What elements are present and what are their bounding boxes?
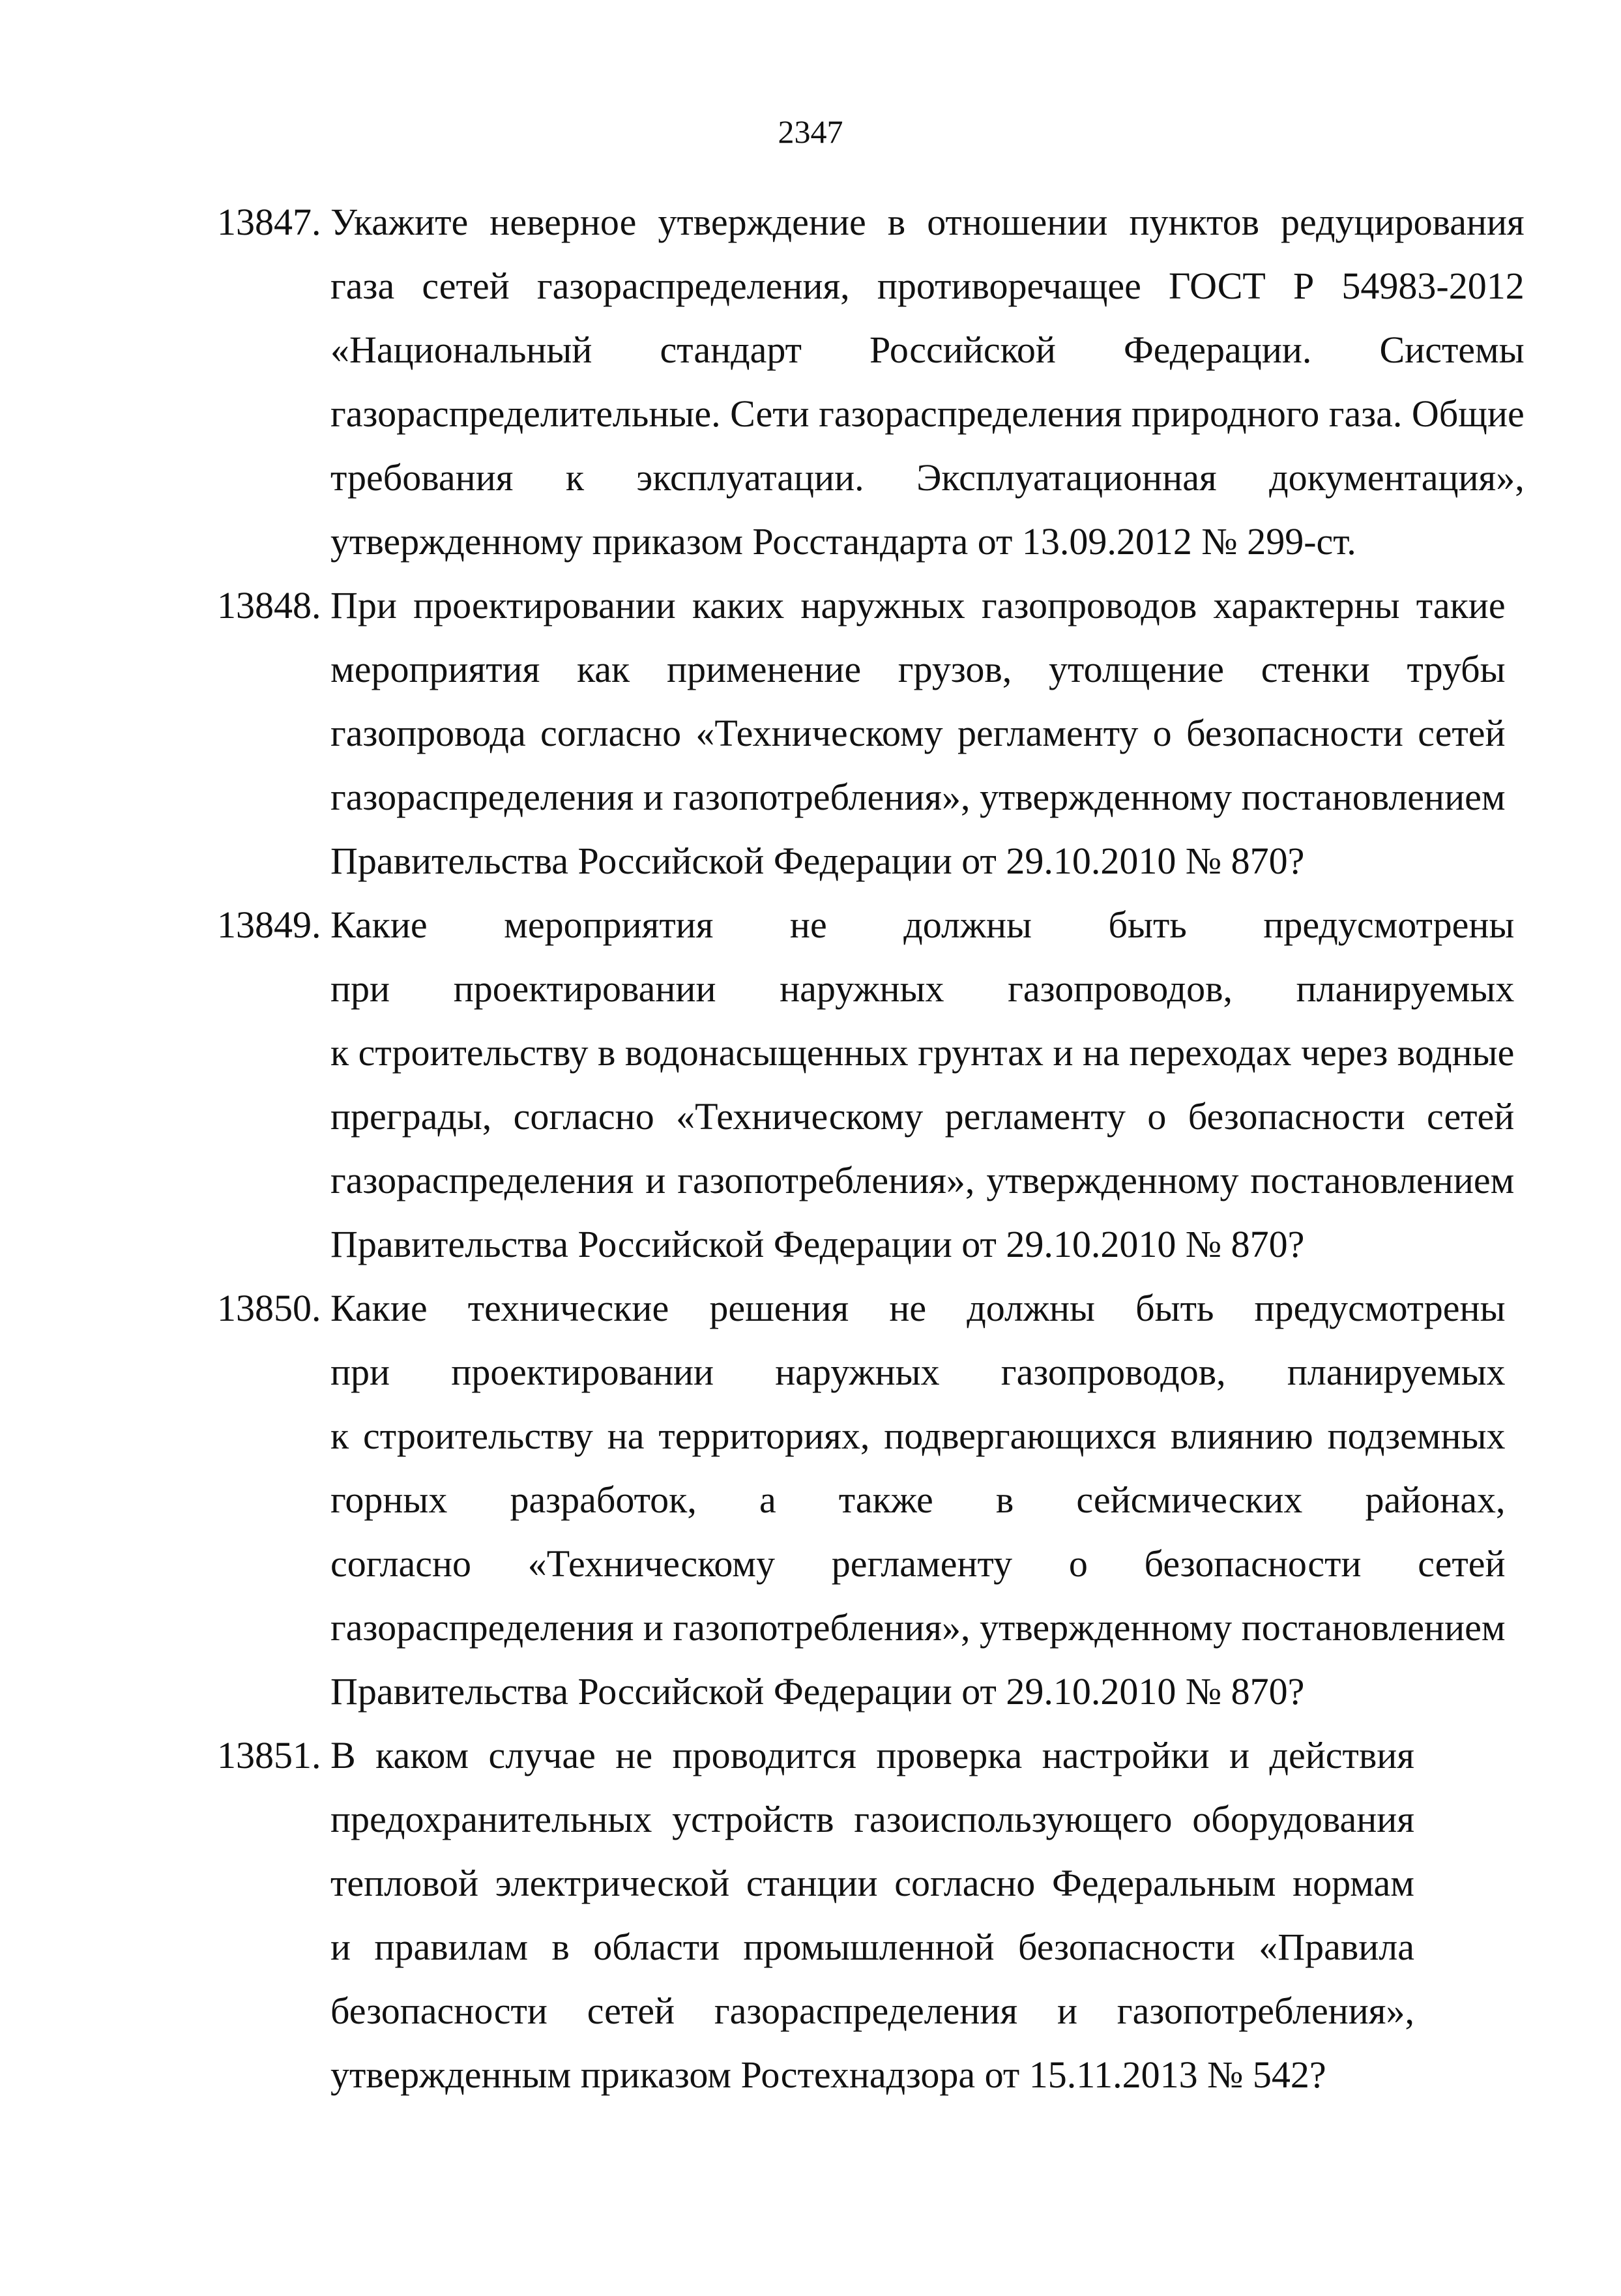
question-text-line: утвержденному приказом Росстандарта от 13.09.2012 № 299-ст.: [330, 520, 1356, 563]
question-text-line: газа сетей газораспределения, противоречащее ГОСТ Р 54983-2012: [330, 265, 1525, 307]
question-text-line: при проектировании наружных газопроводов, планируемых: [330, 967, 1515, 1010]
question-number: 13851.: [217, 1734, 321, 1776]
question-text: [330, 190, 1525, 574]
question-text-line: Какие технические решения не должны быть предусмотрены: [330, 1287, 1506, 1329]
question-text-line: предохранительных устройств газоиспользующего оборудования: [330, 1798, 1414, 1840]
question-13848: [217, 574, 1506, 893]
question-text: [330, 1276, 1506, 1724]
question-list: [217, 190, 1525, 2107]
question-text-line: к строительству на территориях, подвергающихся влиянию подземных: [330, 1415, 1506, 1457]
question-text-line: требования к эксплуатации. Эксплуатационная документация»,: [330, 456, 1525, 499]
question-number: 13850.: [217, 1287, 321, 1329]
question-text-line: Правительства Российской Федерации от 29.10.2010 № 870?: [330, 1670, 1305, 1713]
question-13851: [217, 1724, 1414, 2107]
question-text-line: и правилам в области промышленной безопасности «Правила: [330, 1926, 1414, 1968]
question-text-line: При проектировании каких наружных газопроводов характерны такие: [330, 584, 1506, 626]
question-13849: [217, 893, 1515, 1276]
question-text-line: Правительства Российской Федерации от 29.10.2010 № 870?: [330, 1223, 1305, 1265]
question-text-line: газораспределения и газопотребления», утвержденному постановлением: [330, 1159, 1515, 1201]
question-text-line: безопасности сетей газораспределения и газопотребления»,: [330, 1990, 1414, 2032]
question-text-line: Какие мероприятия не должны быть предусмотрены: [330, 904, 1515, 946]
question-13847: [217, 190, 1525, 574]
question-number: 13847.: [217, 201, 321, 243]
question-text: [330, 574, 1506, 893]
question-text-line: утвержденным приказом Ростехнадзора от 15.11.2013 № 542?: [330, 2053, 1326, 2096]
question-text-line: газораспределения и газопотребления», утвержденному постановлением: [330, 776, 1506, 818]
page-number: 2347: [778, 113, 843, 150]
question-text: [330, 893, 1514, 1276]
question-text-line: горных разработок, а также в сейсмических районах,: [330, 1479, 1506, 1521]
question-text-line: к строительству в водонасыщенных грунтах и на переходах через водные: [330, 1031, 1515, 1074]
question-text-line: В каком случае не проводится проверка настройки и действия: [330, 1734, 1414, 1776]
question-number: 13849.: [217, 904, 321, 946]
question-text-line: «Национальный стандарт Российской Федерации. Системы: [330, 329, 1525, 371]
question-text-line: газораспределительные. Сети газораспределения природного газа. Общие: [330, 392, 1525, 435]
question-text-line: согласно «Техническому регламенту о безопасности сетей: [330, 1542, 1506, 1585]
question-text-line: газораспределения и газопотребления», утвержденному постановлением: [330, 1606, 1506, 1649]
question-text-line: газопровода согласно «Техническому регламенту о безопасности сетей: [330, 712, 1506, 754]
question-text-line: при проектировании наружных газопроводов, планируемых: [330, 1351, 1506, 1393]
question-text-line: Укажите неверное утверждение в отношении пунктов редуцирования: [330, 201, 1525, 243]
question-text-line: преграды, согласно «Техническому регламенту о безопасности сетей: [330, 1095, 1515, 1138]
question-text-line: мероприятия как применение грузов, утолщение стенки трубы: [330, 648, 1506, 690]
question-text: [330, 1724, 1414, 2107]
question-13850: [217, 1276, 1506, 1724]
question-number: 13848.: [217, 584, 321, 626]
question-text-line: тепловой электрической станции согласно Федеральным нормам: [330, 1862, 1414, 1904]
question-text-line: Правительства Российской Федерации от 29.10.2010 № 870?: [330, 840, 1305, 882]
